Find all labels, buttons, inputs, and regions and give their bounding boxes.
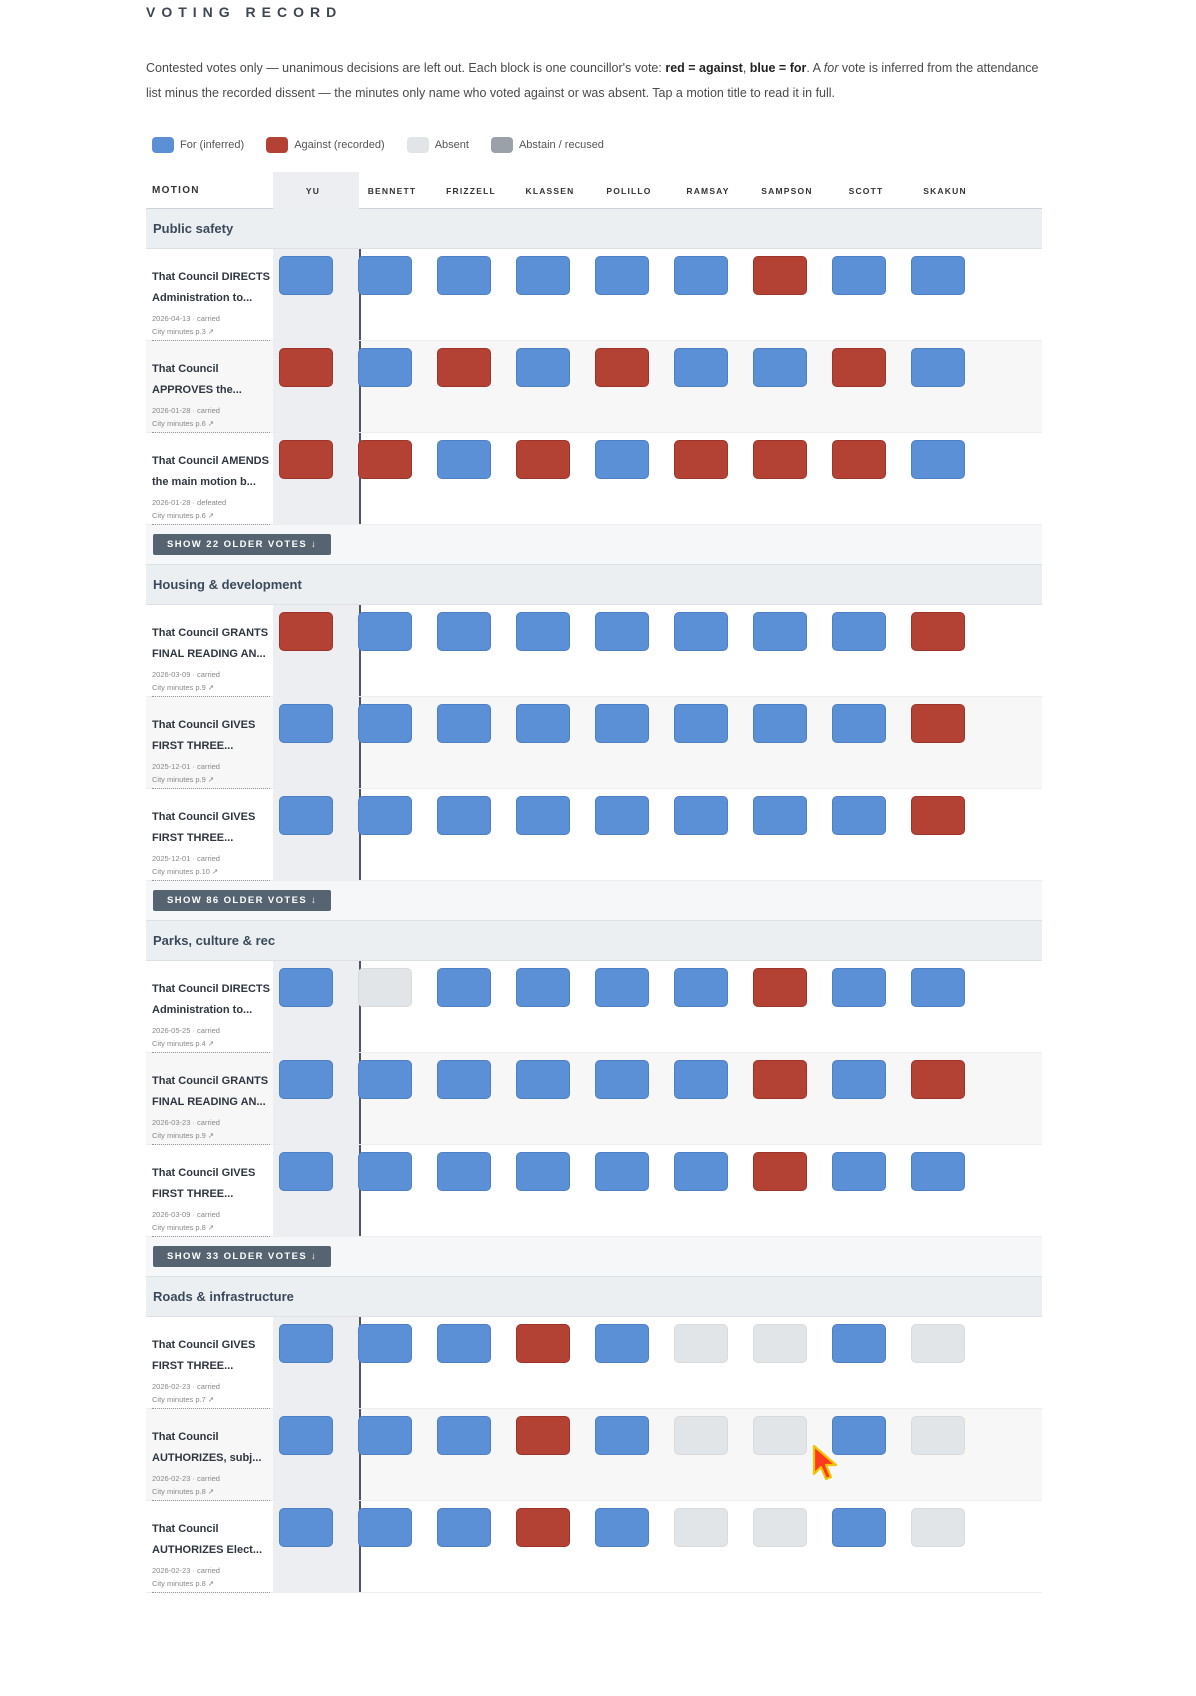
motion-meta: 2026-02-23 · carried [152, 1474, 220, 1483]
vote-block-bennett-for [358, 1060, 412, 1099]
motion-meta: 2026-03-09 · carried [152, 1210, 220, 1219]
minutes-link[interactable]: City minutes p.9 ↗ [152, 773, 270, 789]
motion-info [152, 1163, 270, 1237]
motion-info [152, 1519, 270, 1593]
vote-block-polillo-for [595, 1060, 649, 1099]
vote-block-klassen-for [516, 704, 570, 743]
vote-block-klassen-for [516, 348, 570, 387]
motion-info [152, 1335, 270, 1409]
vote-block-polillo-for [595, 1152, 649, 1191]
motion-info [152, 715, 270, 789]
legend-label: Against (recorded) [294, 139, 385, 151]
motion-row [146, 605, 1042, 697]
vote-block-frizzell-for [437, 1508, 491, 1547]
vote-block-yu-for [279, 1416, 333, 1455]
vote-block-scott-for [832, 1416, 886, 1455]
vote-block-ramsay-for [674, 1060, 728, 1099]
older-votes-row [146, 525, 1042, 565]
vote-block-polillo-for [595, 1508, 649, 1547]
motion-row [146, 249, 1042, 341]
vote-block-frizzell-for [437, 440, 491, 479]
minutes-link[interactable]: City minutes p.6 ↗ [152, 509, 270, 525]
vote-block-ramsay-for [674, 704, 728, 743]
motion-info [152, 807, 270, 881]
vote-block-ramsay-for [674, 256, 728, 295]
vote-block-ramsay-against [674, 440, 728, 479]
vote-block-frizzell-for [437, 968, 491, 1007]
legend-item-abstain [491, 137, 604, 153]
motion-row [146, 1053, 1042, 1145]
legend-item-against [266, 137, 385, 153]
minutes-link[interactable]: City minutes p.4 ↗ [152, 1037, 270, 1053]
vote-block-sampson-for [753, 796, 807, 835]
vote-block-polillo-for [595, 440, 649, 479]
motion-meta: 2026-02-23 · carried [152, 1382, 220, 1391]
minutes-link[interactable]: City minutes p.3 ↗ [152, 325, 270, 341]
motion-meta: 2026-03-23 · carried [152, 1118, 220, 1127]
vote-block-skakun-against [911, 1060, 965, 1099]
motion-title[interactable]: That Council GIVES FIRST THREE... [152, 1167, 256, 1200]
vote-block-scott-for [832, 796, 886, 835]
column-header-polillo: POLILLO [606, 186, 652, 196]
motion-row [146, 697, 1042, 789]
motion-row [146, 1317, 1042, 1409]
group-header-housing-development: Housing & development [146, 565, 1042, 605]
minutes-link[interactable]: City minutes p.7 ↗ [152, 1393, 270, 1409]
vote-block-yu-against [279, 440, 333, 479]
motion-info [152, 979, 270, 1053]
motion-meta: 2026-02-23 · carried [152, 1566, 220, 1575]
minutes-link[interactable]: City minutes p.9 ↗ [152, 1129, 270, 1145]
group-header-parks-culture-rec: Parks, culture & rec [146, 921, 1042, 961]
vote-block-sampson-against [753, 968, 807, 1007]
motion-title[interactable]: That Council APPROVES the... [152, 363, 242, 396]
legend-label: Absent [434, 139, 469, 151]
vote-block-scott-against [832, 348, 886, 387]
vote-block-skakun-for [911, 348, 965, 387]
motion-meta: 2025-12-01 · carried [152, 854, 220, 863]
vote-block-yu-for [279, 968, 333, 1007]
group-header-roads-infrastructure: Roads & infrastructure [146, 1277, 1042, 1317]
vote-block-sampson-against [753, 1060, 807, 1099]
motion-row [146, 961, 1042, 1053]
vote-block-polillo-for [595, 612, 649, 651]
intro-text: Contested votes only — unanimous decisions are left out. Each block is one councillor's vote: red = against, blue = for. A for vote is inferred from the attendance list minus the recorded dissent — the minutes only name who voted against or was absent. Tap a motion title to read it in full. [146, 61, 1039, 100]
motion-info [152, 267, 270, 341]
vote-block-scott-for [832, 612, 886, 651]
column-header-frizzell: FRIZZELL [446, 186, 496, 196]
legend-swatch [152, 137, 174, 153]
vote-block-yu-for [279, 1324, 333, 1363]
vote-block-klassen-against [516, 1324, 570, 1363]
vote-block-klassen-for [516, 612, 570, 651]
vote-block-yu-for [279, 1152, 333, 1191]
vote-block-bennett-for [358, 1152, 412, 1191]
vote-block-klassen-against [516, 1416, 570, 1455]
vote-block-yu-against [279, 348, 333, 387]
vote-block-polillo-for [595, 1324, 649, 1363]
vote-block-bennett-for [358, 796, 412, 835]
vote-block-sampson-against [753, 1152, 807, 1191]
vote-block-scott-for [832, 1324, 886, 1363]
motion-row [146, 1409, 1042, 1501]
vote-block-ramsay-for [674, 796, 728, 835]
motion-row [146, 789, 1042, 881]
vote-block-scott-for [832, 968, 886, 1007]
vote-block-klassen-for [516, 796, 570, 835]
vote-block-sampson-for [753, 348, 807, 387]
motion-title[interactable]: That Council DIRECTS Administration to... [152, 271, 270, 304]
vote-block-sampson-absent [753, 1508, 807, 1547]
motion-meta: 2026-05-25 · carried [152, 1026, 220, 1035]
motion-title[interactable]: That Council AMENDS the main motion b... [152, 455, 269, 488]
column-header-ramsay: RAMSAY [686, 186, 730, 196]
vote-block-yu-for [279, 1060, 333, 1099]
vote-block-skakun-against [911, 796, 965, 835]
column-header-yu: YU [305, 186, 321, 196]
group-header-public-safety: Public safety [146, 209, 1042, 249]
vote-block-bennett-for [358, 1508, 412, 1547]
vote-block-bennett-for [358, 348, 412, 387]
vote-block-skakun-against [911, 612, 965, 651]
column-header-bennett: BENNETT [367, 186, 417, 196]
vote-block-ramsay-for [674, 348, 728, 387]
older-votes-row [146, 1237, 1042, 1277]
vote-block-klassen-against [516, 440, 570, 479]
vote-block-bennett-for [358, 1416, 412, 1455]
vote-block-skakun-absent [911, 1416, 965, 1455]
vote-block-frizzell-against [437, 348, 491, 387]
vote-block-scott-for [832, 1060, 886, 1099]
motion-column-header: MOTION [152, 185, 200, 196]
vote-block-klassen-for [516, 1152, 570, 1191]
minutes-link[interactable]: City minutes p.6 ↗ [152, 417, 270, 433]
vote-block-polillo-for [595, 968, 649, 1007]
motion-row [146, 1501, 1042, 1593]
page-title: VOTING RECORD [146, 4, 343, 20]
motion-info [152, 623, 270, 697]
vote-block-klassen-for [516, 256, 570, 295]
vote-block-klassen-for [516, 968, 570, 1007]
motion-title[interactable]: That Council GRANTS FINAL READING AN... [152, 1075, 269, 1108]
vote-block-frizzell-for [437, 796, 491, 835]
legend-swatch [407, 137, 429, 153]
motion-title[interactable]: That Council AUTHORIZES, subj... [152, 1431, 262, 1464]
motion-meta: 2026-01-28 · carried [152, 406, 220, 415]
minutes-link[interactable]: City minutes p.8 ↗ [152, 1485, 270, 1501]
vote-block-ramsay-for [674, 612, 728, 651]
vote-block-polillo-for [595, 1416, 649, 1455]
vote-block-sampson-against [753, 440, 807, 479]
motion-title[interactable]: That Council GIVES FIRST THREE... [152, 1339, 256, 1372]
legend-label: For (inferred) [180, 139, 245, 151]
motion-title[interactable]: That Council DIRECTS Administration to... [152, 983, 270, 1016]
motion-meta: 2026-01-28 · defeated [152, 498, 227, 507]
minutes-link[interactable]: City minutes p.8 ↗ [152, 1221, 270, 1237]
vote-block-scott-for [832, 704, 886, 743]
legend-swatch [266, 137, 288, 153]
vote-block-skakun-for [911, 968, 965, 1007]
minutes-link[interactable]: City minutes p.8 ↗ [152, 1577, 270, 1593]
column-header-klassen: KLASSEN [525, 186, 575, 196]
table-header [146, 172, 1042, 209]
vote-block-yu-for [279, 704, 333, 743]
show-older-votes-button[interactable]: SHOW 86 OLDER VOTES ↓ [153, 890, 331, 911]
vote-block-ramsay-for [674, 968, 728, 1007]
legend [152, 137, 626, 153]
motion-info [152, 451, 270, 525]
legend-swatch [491, 137, 513, 153]
motion-info [152, 1071, 270, 1145]
show-older-votes-button[interactable]: SHOW 33 OLDER VOTES ↓ [153, 1246, 331, 1267]
vote-block-scott-for [832, 1152, 886, 1191]
older-votes-row [146, 881, 1042, 921]
legend-label: Abstain / recused [518, 139, 604, 151]
vote-block-klassen-for [516, 1060, 570, 1099]
motion-info [152, 359, 270, 433]
motion-meta: 2025-12-01 · carried [152, 762, 220, 771]
minutes-link[interactable]: City minutes p.10 ↗ [152, 865, 270, 881]
vote-block-ramsay-absent [674, 1508, 728, 1547]
motion-row [146, 1145, 1042, 1237]
vote-block-bennett-for [358, 612, 412, 651]
vote-block-scott-for [832, 256, 886, 295]
column-header-sampson: SAMPSON [761, 186, 813, 196]
vote-block-polillo-against [595, 348, 649, 387]
motion-row [146, 433, 1042, 525]
vote-block-ramsay-absent [674, 1324, 728, 1363]
motion-info [152, 1427, 270, 1501]
vote-block-skakun-absent [911, 1508, 965, 1547]
vote-block-frizzell-for [437, 1060, 491, 1099]
vote-block-frizzell-for [437, 704, 491, 743]
motion-title[interactable]: That Council GIVES FIRST THREE... [152, 811, 256, 844]
vote-block-sampson-for [753, 704, 807, 743]
vote-grid [146, 172, 1042, 1593]
vote-block-bennett-for [358, 1324, 412, 1363]
vote-block-frizzell-for [437, 1152, 491, 1191]
vote-block-skakun-for [911, 440, 965, 479]
vote-block-bennett-for [358, 704, 412, 743]
vote-block-bennett-against [358, 440, 412, 479]
motion-title[interactable]: That Council GRANTS FINAL READING AN... [152, 627, 269, 660]
vote-block-frizzell-for [437, 1416, 491, 1455]
vote-block-skakun-for [911, 1152, 965, 1191]
vote-block-scott-against [832, 440, 886, 479]
minutes-link[interactable]: City minutes p.9 ↗ [152, 681, 270, 697]
motion-row [146, 341, 1042, 433]
vote-block-skakun-for [911, 256, 965, 295]
vote-block-yu-for [279, 796, 333, 835]
column-header-skakun: SKAKUN [923, 186, 967, 196]
vote-block-yu-for [279, 256, 333, 295]
vote-block-yu-for [279, 1508, 333, 1547]
vote-block-polillo-for [595, 256, 649, 295]
vote-block-sampson-against [753, 256, 807, 295]
legend-item-absent [407, 137, 469, 153]
show-older-votes-button[interactable]: SHOW 22 OLDER VOTES ↓ [153, 534, 331, 555]
vote-block-bennett-absent [358, 968, 412, 1007]
mouse-cursor-icon [811, 1444, 839, 1484]
vote-block-frizzell-for [437, 612, 491, 651]
vote-block-bennett-for [358, 256, 412, 295]
vote-block-klassen-against [516, 1508, 570, 1547]
vote-block-polillo-for [595, 704, 649, 743]
vote-block-ramsay-for [674, 1152, 728, 1191]
vote-block-sampson-for [753, 612, 807, 651]
motion-meta: 2026-03-09 · carried [152, 670, 220, 679]
column-header-scott: SCOTT [848, 186, 884, 196]
motion-title[interactable]: That Council AUTHORIZES Elect... [152, 1523, 263, 1556]
vote-block-skakun-against [911, 704, 965, 743]
vote-block-skakun-absent [911, 1324, 965, 1363]
motion-title[interactable]: That Council GIVES FIRST THREE... [152, 719, 256, 752]
vote-block-polillo-for [595, 796, 649, 835]
motion-meta: 2026-04-13 · carried [152, 314, 220, 323]
vote-block-frizzell-for [437, 1324, 491, 1363]
vote-block-yu-against [279, 612, 333, 651]
vote-block-sampson-absent [753, 1324, 807, 1363]
vote-block-scott-for [832, 1508, 886, 1547]
vote-block-frizzell-for [437, 256, 491, 295]
legend-item-for [152, 137, 244, 153]
vote-block-sampson-absent [753, 1416, 807, 1455]
vote-block-ramsay-absent [674, 1416, 728, 1455]
